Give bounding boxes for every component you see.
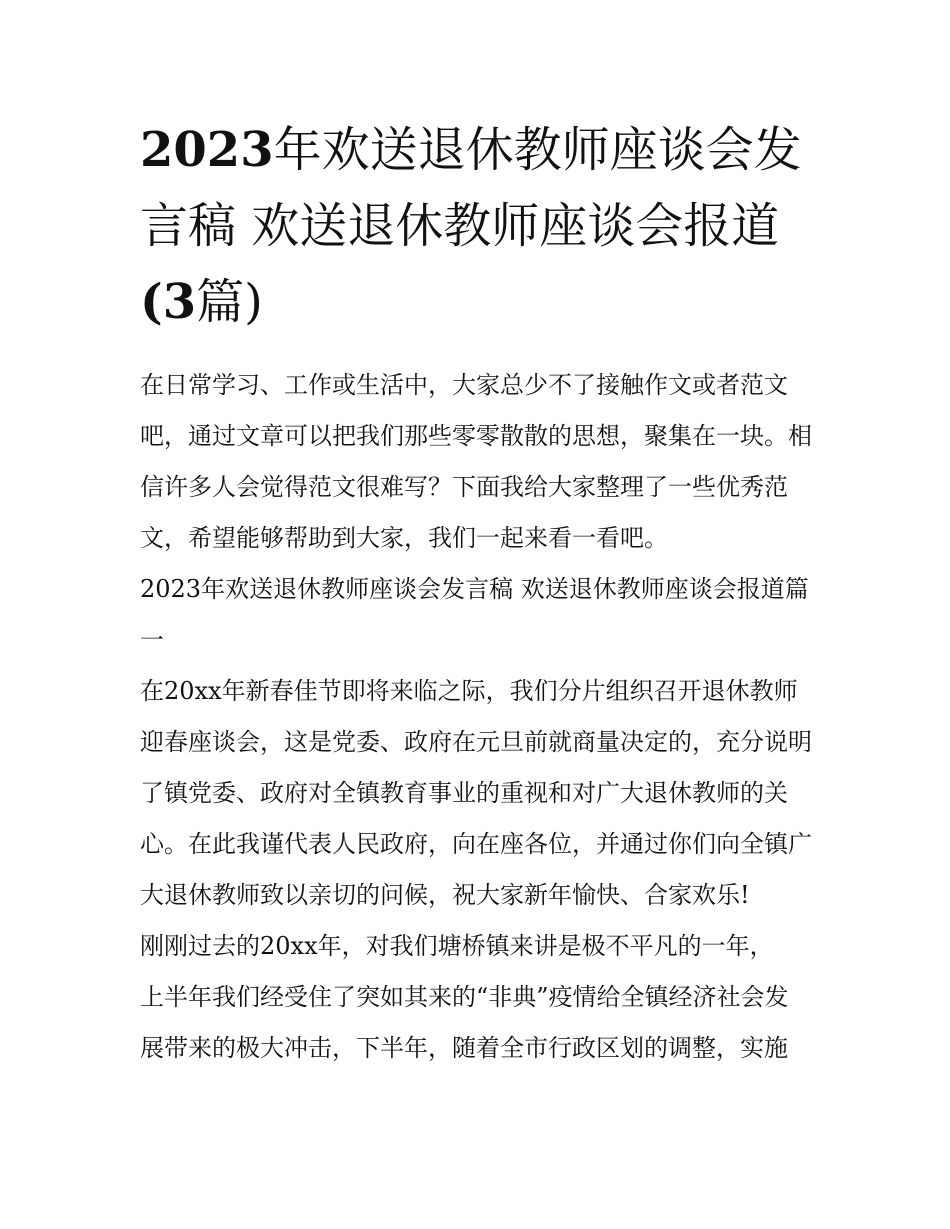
title-paren-number: 3 [162, 274, 197, 330]
title-paren-rest: 篇) [196, 274, 263, 330]
intro-paragraph: 在日常学习、工作或生活中，大家总少不了接触作文或者范文吧，通过文章可以把我们那些零零散散的思想，聚集在一块。相信许多人会觉得范文很难写？下面我给大家整理了一些优秀范文，希望能够帮助到大家，我们一起来看一看吧。 [140, 371, 812, 552]
section-heading: 2023年欢送退休教师座谈会发言稿 欢送退休教师座谈会报道篇一 [140, 575, 809, 654]
body-paragraph-1: 在20xx年新春佳节即将来临之际，我们分片组织召开退休教师迎春座谈会，这是党委、政府在元旦前就商量决定的，充分说明了镇党委、政府对全镇教育事业的重视和对广大退休教师的关心。在此我谨代表人民政府，向在座各位，并通过你们向全镇广大退休教师致以亲切的问候，祝大家新年愉快、合家欢乐! [140, 677, 812, 909]
body-paragraph-3: 上半年我们经受住了突如其来的“非典”疫情给全镇经济社会发展带来的极大冲击，下半年，随着全市行政区划的调整，实施 [140, 983, 789, 1062]
body-paragraph-2: 刚刚过去的20xx年，对我们塘桥镇来讲是极不平凡的一年， [140, 932, 774, 960]
title-year: 2023 [140, 122, 274, 178]
title-paren-open: ( [140, 274, 163, 330]
document-title [140, 112, 812, 340]
title-main-text: 年欢送退休教师座谈会发言稿 欢送退休教师座谈会报道 [140, 122, 802, 254]
document-page [140, 112, 812, 1074]
